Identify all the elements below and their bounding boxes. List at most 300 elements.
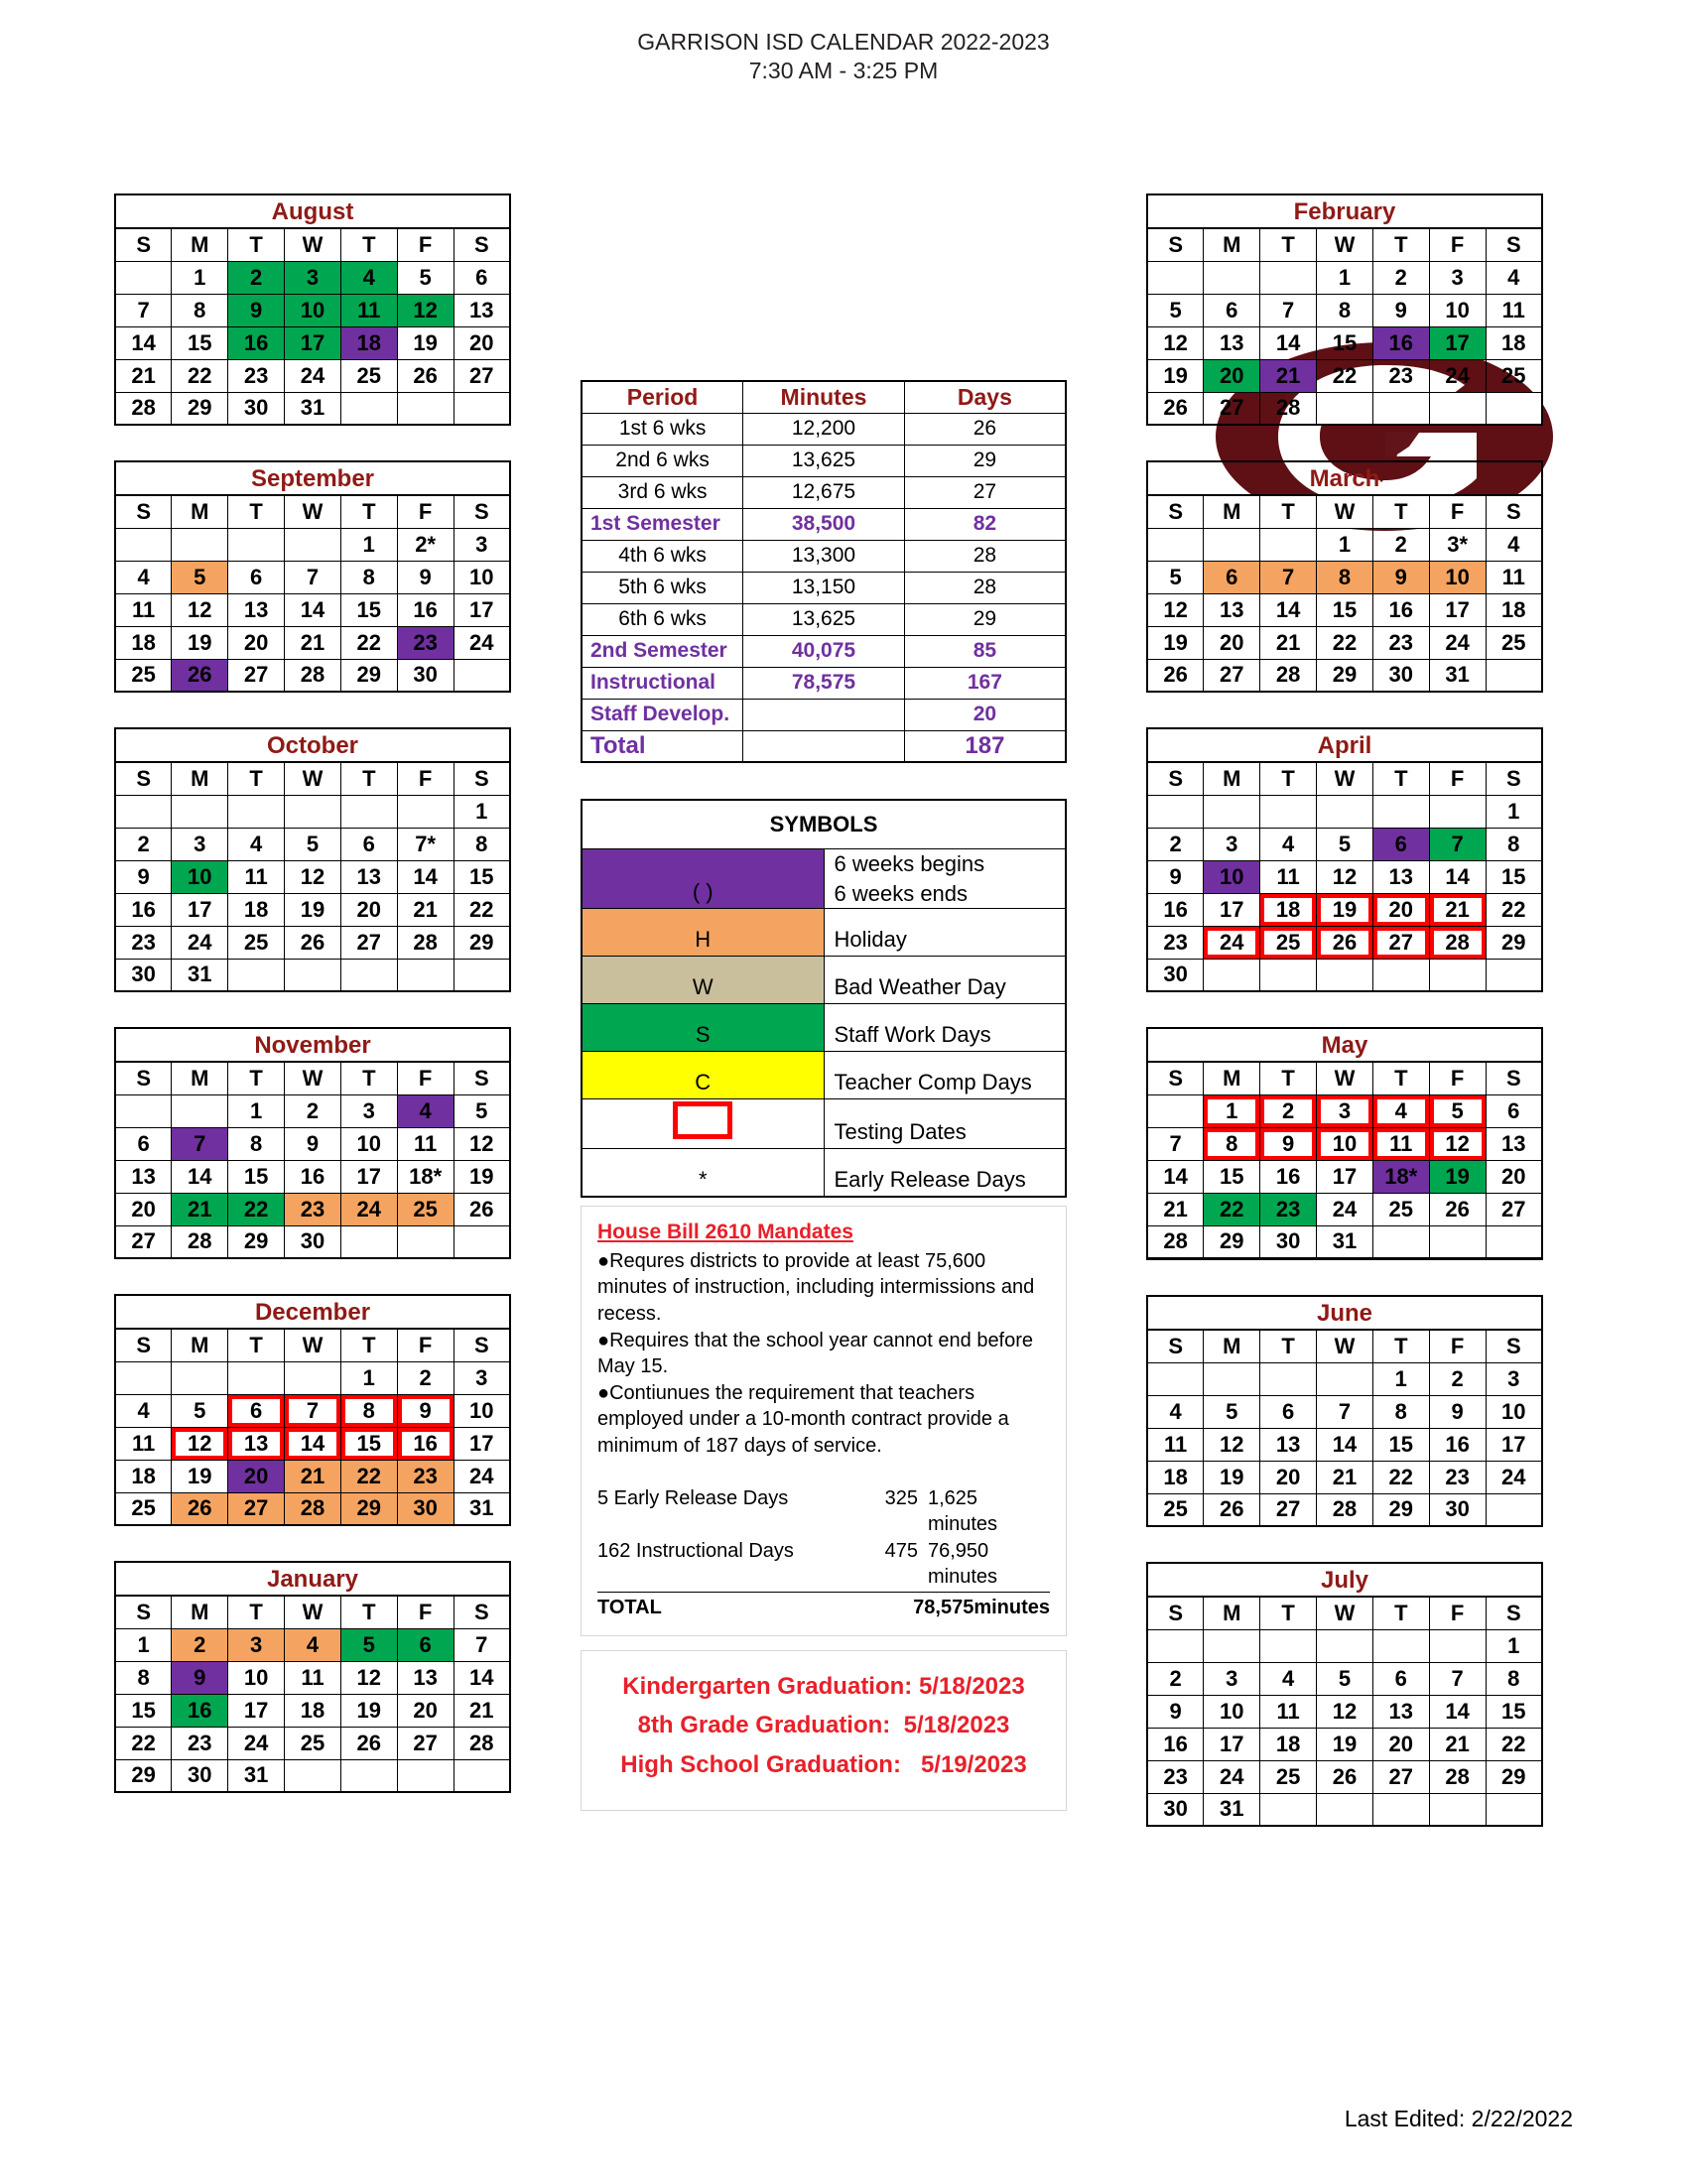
day-cell[interactable]: 1 — [340, 1361, 397, 1394]
day-cell[interactable]: 13 — [397, 1661, 454, 1694]
day-cell[interactable]: 9 — [1429, 1395, 1486, 1428]
day-cell[interactable]: 3* — [1429, 528, 1486, 561]
day-cell[interactable]: 17 — [228, 1694, 285, 1727]
day-cell[interactable]: 16 — [397, 1427, 454, 1460]
day-cell[interactable]: 12 — [1317, 1695, 1373, 1728]
day-cell[interactable]: 2 — [1372, 528, 1429, 561]
day-cell[interactable]: 28 — [1317, 1493, 1373, 1526]
day-cell[interactable]: 17 — [1486, 1428, 1542, 1461]
day-cell[interactable]: 3 — [454, 1361, 510, 1394]
day-cell[interactable]: 3 — [1486, 1362, 1542, 1395]
day-cell[interactable]: 18* — [397, 1160, 454, 1193]
day-cell[interactable]: 10 — [454, 561, 510, 593]
day-cell[interactable]: 8 — [1317, 561, 1373, 593]
day-cell[interactable]: 8 — [1372, 1395, 1429, 1428]
day-cell[interactable]: 25 — [340, 359, 397, 392]
day-cell[interactable]: 22 — [115, 1727, 172, 1759]
day-cell[interactable]: 2 — [1147, 828, 1204, 860]
day-cell[interactable]: 1 — [1317, 528, 1373, 561]
day-cell[interactable]: 30 — [285, 1225, 341, 1258]
day-cell[interactable]: 9 — [285, 1127, 341, 1160]
day-cell[interactable]: 29 — [172, 392, 228, 425]
day-cell[interactable]: 17 — [285, 326, 341, 359]
day-cell[interactable]: 27 — [1204, 659, 1260, 692]
day-cell[interactable]: 11 — [228, 860, 285, 893]
day-cell[interactable]: 26 — [454, 1193, 510, 1225]
day-cell[interactable]: 14 — [285, 593, 341, 626]
day-cell[interactable]: 10 — [454, 1394, 510, 1427]
day-cell[interactable]: 2 — [115, 828, 172, 860]
day-cell[interactable]: 13 — [1486, 1127, 1542, 1160]
day-cell[interactable]: 21 — [1317, 1461, 1373, 1493]
day-cell[interactable]: 21 — [1260, 359, 1317, 392]
day-cell[interactable]: 16 — [1147, 1728, 1204, 1760]
day-cell[interactable]: 18 — [1486, 593, 1542, 626]
day-cell[interactable]: 8 — [1317, 294, 1373, 326]
day-cell[interactable]: 30 — [115, 959, 172, 991]
day-cell[interactable]: 31 — [285, 392, 341, 425]
day-cell[interactable]: 5 — [1317, 828, 1373, 860]
day-cell[interactable]: 1 — [1372, 1362, 1429, 1395]
day-cell[interactable]: 17 — [1429, 326, 1486, 359]
day-cell[interactable]: 7 — [1260, 561, 1317, 593]
day-cell[interactable]: 21 — [1260, 626, 1317, 659]
day-cell[interactable]: 21 — [285, 626, 341, 659]
day-cell[interactable]: 25 — [115, 659, 172, 692]
day-cell[interactable]: 6 — [1204, 294, 1260, 326]
day-cell[interactable]: 10 — [340, 1127, 397, 1160]
day-cell[interactable]: 11 — [115, 593, 172, 626]
day-cell[interactable]: 16 — [1372, 593, 1429, 626]
day-cell[interactable]: 24 — [454, 1460, 510, 1492]
day-cell[interactable]: 24 — [340, 1193, 397, 1225]
day-cell[interactable]: 31 — [228, 1759, 285, 1792]
day-cell[interactable]: 24 — [228, 1727, 285, 1759]
day-cell[interactable]: 5 — [454, 1094, 510, 1127]
day-cell[interactable]: 22 — [1204, 1193, 1260, 1225]
day-cell[interactable]: 31 — [1204, 1793, 1260, 1826]
day-cell[interactable]: 30 — [397, 1492, 454, 1525]
day-cell[interactable]: 23 — [115, 926, 172, 959]
day-cell[interactable]: 15 — [1372, 1428, 1429, 1461]
day-cell[interactable]: 20 — [228, 1460, 285, 1492]
day-cell[interactable]: 30 — [172, 1759, 228, 1792]
day-cell[interactable]: 4 — [397, 1094, 454, 1127]
day-cell[interactable]: 22 — [340, 1460, 397, 1492]
day-cell[interactable]: 24 — [1204, 926, 1260, 959]
day-cell[interactable]: 15 — [1486, 860, 1542, 893]
day-cell[interactable]: 4 — [115, 1394, 172, 1427]
day-cell[interactable]: 28 — [1429, 926, 1486, 959]
day-cell[interactable]: 27 — [340, 926, 397, 959]
day-cell[interactable]: 1 — [228, 1094, 285, 1127]
day-cell[interactable]: 4 — [285, 1628, 341, 1661]
day-cell[interactable]: 15 — [1317, 326, 1373, 359]
day-cell[interactable]: 22 — [1486, 893, 1542, 926]
day-cell[interactable]: 20 — [397, 1694, 454, 1727]
day-cell[interactable]: 31 — [454, 1492, 510, 1525]
day-cell[interactable]: 28 — [397, 926, 454, 959]
day-cell[interactable]: 19 — [454, 1160, 510, 1193]
day-cell[interactable]: 26 — [1204, 1493, 1260, 1526]
day-cell[interactable]: 10 — [285, 294, 341, 326]
day-cell[interactable]: 14 — [1260, 593, 1317, 626]
day-cell[interactable]: 23 — [397, 626, 454, 659]
day-cell[interactable]: 11 — [1486, 294, 1542, 326]
day-cell[interactable]: 1 — [1204, 1094, 1260, 1127]
day-cell[interactable]: 26 — [1429, 1193, 1486, 1225]
day-cell[interactable]: 14 — [1429, 1695, 1486, 1728]
day-cell[interactable]: 11 — [1260, 860, 1317, 893]
day-cell[interactable]: 15 — [454, 860, 510, 893]
day-cell[interactable]: 7 — [1260, 294, 1317, 326]
day-cell[interactable]: 28 — [1260, 659, 1317, 692]
day-cell[interactable]: 14 — [285, 1427, 341, 1460]
day-cell[interactable]: 19 — [1317, 893, 1373, 926]
day-cell[interactable]: 3 — [1204, 1662, 1260, 1695]
day-cell[interactable]: 27 — [228, 659, 285, 692]
day-cell[interactable]: 29 — [1372, 1493, 1429, 1526]
day-cell[interactable]: 25 — [115, 1492, 172, 1525]
day-cell[interactable]: 19 — [172, 626, 228, 659]
day-cell[interactable]: 29 — [340, 659, 397, 692]
day-cell[interactable]: 18 — [115, 1460, 172, 1492]
day-cell[interactable]: 12 — [285, 860, 341, 893]
day-cell[interactable]: 15 — [340, 593, 397, 626]
day-cell[interactable]: 10 — [172, 860, 228, 893]
day-cell[interactable]: 12 — [172, 593, 228, 626]
day-cell[interactable]: 27 — [228, 1492, 285, 1525]
day-cell[interactable]: 25 — [397, 1193, 454, 1225]
day-cell[interactable]: 21 — [1429, 893, 1486, 926]
day-cell[interactable]: 1 — [340, 528, 397, 561]
day-cell[interactable]: 20 — [1204, 626, 1260, 659]
day-cell[interactable]: 12 — [1147, 593, 1204, 626]
day-cell[interactable]: 19 — [172, 1460, 228, 1492]
day-cell[interactable]: 1 — [454, 795, 510, 828]
day-cell[interactable]: 6 — [454, 261, 510, 294]
day-cell[interactable]: 7 — [1147, 1127, 1204, 1160]
day-cell[interactable]: 23 — [397, 1460, 454, 1492]
day-cell[interactable]: 11 — [340, 294, 397, 326]
day-cell[interactable]: 7 — [172, 1127, 228, 1160]
day-cell[interactable]: 10 — [1204, 860, 1260, 893]
day-cell[interactable]: 3 — [1317, 1094, 1373, 1127]
day-cell[interactable]: 7* — [397, 828, 454, 860]
day-cell[interactable]: 13 — [340, 860, 397, 893]
day-cell[interactable]: 26 — [172, 1492, 228, 1525]
day-cell[interactable]: 8 — [115, 1661, 172, 1694]
day-cell[interactable]: 18 — [340, 326, 397, 359]
day-cell[interactable]: 12 — [172, 1427, 228, 1460]
day-cell[interactable]: 2 — [285, 1094, 341, 1127]
day-cell[interactable]: 8 — [1204, 1127, 1260, 1160]
day-cell[interactable]: 4 — [1486, 528, 1542, 561]
day-cell[interactable]: 1 — [172, 261, 228, 294]
day-cell[interactable]: 20 — [340, 893, 397, 926]
day-cell[interactable]: 16 — [1260, 1160, 1317, 1193]
day-cell[interactable]: 12 — [1429, 1127, 1486, 1160]
day-cell[interactable]: 20 — [1372, 1728, 1429, 1760]
day-cell[interactable]: 4 — [228, 828, 285, 860]
day-cell[interactable]: 27 — [397, 1727, 454, 1759]
day-cell[interactable]: 22 — [228, 1193, 285, 1225]
day-cell[interactable]: 6 — [1486, 1094, 1542, 1127]
day-cell[interactable]: 16 — [285, 1160, 341, 1193]
day-cell[interactable]: 8 — [172, 294, 228, 326]
day-cell[interactable]: 25 — [1486, 359, 1542, 392]
day-cell[interactable]: 11 — [285, 1661, 341, 1694]
day-cell[interactable]: 9 — [172, 1661, 228, 1694]
day-cell[interactable]: 5 — [1204, 1395, 1260, 1428]
day-cell[interactable]: 9 — [1372, 561, 1429, 593]
day-cell[interactable]: 21 — [1147, 1193, 1204, 1225]
day-cell[interactable]: 16 — [115, 893, 172, 926]
day-cell[interactable]: 27 — [1486, 1193, 1542, 1225]
day-cell[interactable]: 17 — [340, 1160, 397, 1193]
day-cell[interactable]: 10 — [1204, 1695, 1260, 1728]
day-cell[interactable]: 30 — [1260, 1225, 1317, 1258]
day-cell[interactable]: 30 — [1372, 659, 1429, 692]
day-cell[interactable]: 15 — [172, 326, 228, 359]
day-cell[interactable]: 20 — [454, 326, 510, 359]
day-cell[interactable]: 20 — [1204, 359, 1260, 392]
day-cell[interactable]: 13 — [1372, 1695, 1429, 1728]
day-cell[interactable]: 4 — [340, 261, 397, 294]
day-cell[interactable]: 16 — [1147, 893, 1204, 926]
day-cell[interactable]: 17 — [1429, 593, 1486, 626]
day-cell[interactable]: 8 — [228, 1127, 285, 1160]
day-cell[interactable]: 22 — [1486, 1728, 1542, 1760]
day-cell[interactable]: 18 — [228, 893, 285, 926]
day-cell[interactable]: 28 — [172, 1225, 228, 1258]
day-cell[interactable]: 14 — [1147, 1160, 1204, 1193]
day-cell[interactable]: 9 — [397, 561, 454, 593]
day-cell[interactable]: 27 — [115, 1225, 172, 1258]
day-cell[interactable]: 30 — [1147, 1793, 1204, 1826]
day-cell[interactable]: 13 — [454, 294, 510, 326]
day-cell[interactable]: 9 — [115, 860, 172, 893]
day-cell[interactable]: 2 — [1260, 1094, 1317, 1127]
day-cell[interactable]: 18 — [1486, 326, 1542, 359]
day-cell[interactable]: 9 — [1147, 1695, 1204, 1728]
day-cell[interactable]: 26 — [340, 1727, 397, 1759]
day-cell[interactable]: 23 — [1372, 359, 1429, 392]
day-cell[interactable]: 17 — [1204, 1728, 1260, 1760]
day-cell[interactable]: 28 — [115, 392, 172, 425]
day-cell[interactable]: 9 — [1260, 1127, 1317, 1160]
day-cell[interactable]: 11 — [397, 1127, 454, 1160]
day-cell[interactable]: 23 — [1372, 626, 1429, 659]
day-cell[interactable]: 24 — [1486, 1461, 1542, 1493]
day-cell[interactable]: 14 — [1429, 860, 1486, 893]
day-cell[interactable]: 24 — [1317, 1193, 1373, 1225]
day-cell[interactable]: 24 — [1429, 626, 1486, 659]
day-cell[interactable]: 21 — [115, 359, 172, 392]
day-cell[interactable]: 3 — [1429, 261, 1486, 294]
day-cell[interactable]: 11 — [115, 1427, 172, 1460]
day-cell[interactable]: 30 — [228, 392, 285, 425]
day-cell[interactable]: 22 — [454, 893, 510, 926]
day-cell[interactable]: 14 — [397, 860, 454, 893]
day-cell[interactable]: 4 — [1147, 1395, 1204, 1428]
day-cell[interactable]: 14 — [115, 326, 172, 359]
day-cell[interactable]: 27 — [454, 359, 510, 392]
day-cell[interactable]: 26 — [285, 926, 341, 959]
day-cell[interactable]: 6 — [1372, 1662, 1429, 1695]
day-cell[interactable]: 18 — [115, 626, 172, 659]
day-cell[interactable]: 28 — [285, 659, 341, 692]
day-cell[interactable]: 9 — [228, 294, 285, 326]
day-cell[interactable]: 25 — [228, 926, 285, 959]
day-cell[interactable]: 23 — [1147, 926, 1204, 959]
day-cell[interactable]: 24 — [172, 926, 228, 959]
day-cell[interactable]: 3 — [1204, 828, 1260, 860]
day-cell[interactable]: 8 — [1486, 1662, 1542, 1695]
day-cell[interactable]: 24 — [1204, 1760, 1260, 1793]
day-cell[interactable]: 19 — [1204, 1461, 1260, 1493]
day-cell[interactable]: 11 — [1372, 1127, 1429, 1160]
day-cell[interactable]: 10 — [1429, 561, 1486, 593]
day-cell[interactable]: 26 — [397, 359, 454, 392]
day-cell[interactable]: 8 — [454, 828, 510, 860]
day-cell[interactable]: 15 — [340, 1427, 397, 1460]
day-cell[interactable]: 14 — [1260, 326, 1317, 359]
day-cell[interactable]: 1 — [115, 1628, 172, 1661]
day-cell[interactable]: 27 — [1372, 926, 1429, 959]
day-cell[interactable]: 23 — [285, 1193, 341, 1225]
day-cell[interactable]: 7 — [285, 1394, 341, 1427]
day-cell[interactable]: 20 — [1372, 893, 1429, 926]
day-cell[interactable]: 21 — [397, 893, 454, 926]
day-cell[interactable]: 13 — [1204, 593, 1260, 626]
day-cell[interactable]: 15 — [1204, 1160, 1260, 1193]
day-cell[interactable]: 25 — [1372, 1193, 1429, 1225]
day-cell[interactable]: 12 — [1317, 860, 1373, 893]
day-cell[interactable]: 6 — [1260, 1395, 1317, 1428]
day-cell[interactable]: 9 — [397, 1394, 454, 1427]
day-cell[interactable]: 29 — [1317, 659, 1373, 692]
day-cell[interactable]: 22 — [340, 626, 397, 659]
day-cell[interactable]: 7 — [1317, 1395, 1373, 1428]
day-cell[interactable]: 25 — [285, 1727, 341, 1759]
day-cell[interactable]: 5 — [1147, 294, 1204, 326]
day-cell[interactable]: 29 — [1204, 1225, 1260, 1258]
day-cell[interactable]: 25 — [1260, 1760, 1317, 1793]
day-cell[interactable]: 25 — [1147, 1493, 1204, 1526]
day-cell[interactable]: 29 — [115, 1759, 172, 1792]
day-cell[interactable]: 4 — [115, 561, 172, 593]
day-cell[interactable]: 5 — [172, 561, 228, 593]
day-cell[interactable]: 3 — [228, 1628, 285, 1661]
day-cell[interactable]: 26 — [1147, 659, 1204, 692]
day-cell[interactable]: 22 — [1317, 626, 1373, 659]
day-cell[interactable]: 8 — [1486, 828, 1542, 860]
day-cell[interactable]: 6 — [228, 561, 285, 593]
day-cell[interactable]: 6 — [1204, 561, 1260, 593]
day-cell[interactable]: 17 — [1317, 1160, 1373, 1193]
day-cell[interactable]: 7 — [1429, 828, 1486, 860]
day-cell[interactable]: 4 — [1260, 1662, 1317, 1695]
day-cell[interactable]: 14 — [1317, 1428, 1373, 1461]
day-cell[interactable]: 21 — [454, 1694, 510, 1727]
day-cell[interactable]: 13 — [1204, 326, 1260, 359]
day-cell[interactable]: 29 — [228, 1225, 285, 1258]
day-cell[interactable]: 20 — [1260, 1461, 1317, 1493]
day-cell[interactable]: 29 — [340, 1492, 397, 1525]
day-cell[interactable]: 4 — [1260, 828, 1317, 860]
day-cell[interactable]: 22 — [1372, 1461, 1429, 1493]
day-cell[interactable]: 21 — [1429, 1728, 1486, 1760]
day-cell[interactable]: 8 — [340, 1394, 397, 1427]
day-cell[interactable]: 6 — [115, 1127, 172, 1160]
day-cell[interactable]: 5 — [172, 1394, 228, 1427]
day-cell[interactable]: 27 — [1260, 1493, 1317, 1526]
day-cell[interactable]: 5 — [1429, 1094, 1486, 1127]
day-cell[interactable]: 18 — [1147, 1461, 1204, 1493]
day-cell[interactable]: 5 — [1147, 561, 1204, 593]
day-cell[interactable]: 2 — [1372, 261, 1429, 294]
day-cell[interactable]: 30 — [397, 659, 454, 692]
day-cell[interactable]: 31 — [1317, 1225, 1373, 1258]
day-cell[interactable]: 6 — [340, 828, 397, 860]
day-cell[interactable]: 11 — [1147, 1428, 1204, 1461]
day-cell[interactable]: 5 — [397, 261, 454, 294]
day-cell[interactable]: 9 — [1147, 860, 1204, 893]
day-cell[interactable]: 23 — [1260, 1193, 1317, 1225]
day-cell[interactable]: 19 — [285, 893, 341, 926]
day-cell[interactable]: 26 — [1317, 926, 1373, 959]
day-cell[interactable]: 2 — [1147, 1662, 1204, 1695]
day-cell[interactable]: 31 — [172, 959, 228, 991]
day-cell[interactable]: 18 — [285, 1694, 341, 1727]
day-cell[interactable]: 15 — [1486, 1695, 1542, 1728]
day-cell[interactable]: 14 — [454, 1661, 510, 1694]
day-cell[interactable]: 19 — [1147, 626, 1204, 659]
day-cell[interactable]: 29 — [454, 926, 510, 959]
day-cell[interactable]: 1 — [1486, 795, 1542, 828]
day-cell[interactable]: 4 — [1486, 261, 1542, 294]
day-cell[interactable]: 24 — [454, 626, 510, 659]
day-cell[interactable]: 23 — [172, 1727, 228, 1759]
day-cell[interactable]: 16 — [172, 1694, 228, 1727]
day-cell[interactable]: 25 — [1486, 626, 1542, 659]
day-cell[interactable]: 21 — [285, 1460, 341, 1492]
day-cell[interactable]: 17 — [454, 1427, 510, 1460]
day-cell[interactable]: 7 — [454, 1628, 510, 1661]
day-cell[interactable]: 2 — [172, 1628, 228, 1661]
day-cell[interactable]: 8 — [340, 561, 397, 593]
day-cell[interactable]: 31 — [1429, 659, 1486, 692]
day-cell[interactable]: 5 — [285, 828, 341, 860]
day-cell[interactable]: 5 — [1317, 1662, 1373, 1695]
day-cell[interactable]: 26 — [1147, 392, 1204, 425]
day-cell[interactable]: 28 — [1147, 1225, 1204, 1258]
day-cell[interactable]: 28 — [1429, 1760, 1486, 1793]
day-cell[interactable]: 19 — [1147, 359, 1204, 392]
day-cell[interactable]: 18 — [1260, 1728, 1317, 1760]
day-cell[interactable]: 26 — [1317, 1760, 1373, 1793]
day-cell[interactable]: 13 — [115, 1160, 172, 1193]
day-cell[interactable]: 2* — [397, 528, 454, 561]
day-cell[interactable]: 19 — [1429, 1160, 1486, 1193]
day-cell[interactable]: 17 — [454, 593, 510, 626]
day-cell[interactable]: 13 — [228, 1427, 285, 1460]
day-cell[interactable]: 2 — [228, 261, 285, 294]
day-cell[interactable]: 7 — [115, 294, 172, 326]
day-cell[interactable]: 12 — [1147, 326, 1204, 359]
day-cell[interactable]: 25 — [1260, 926, 1317, 959]
